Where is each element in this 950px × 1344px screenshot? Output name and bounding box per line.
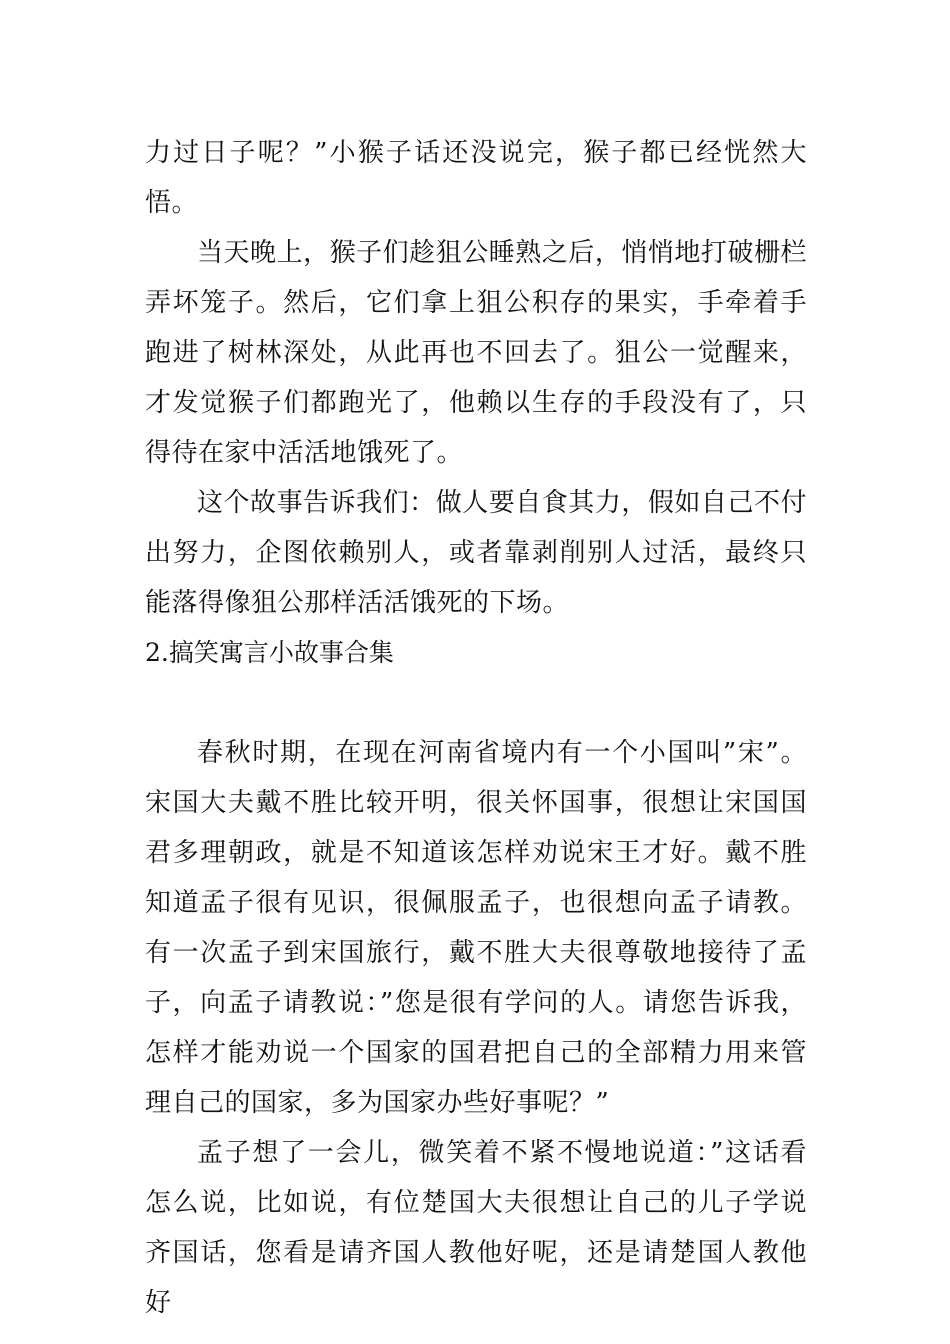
paragraph-continuation: 力过日子呢？”小猴子话还没说完，猴子都已经恍然大悟。 bbox=[145, 138, 807, 218]
blank-line bbox=[145, 678, 807, 728]
paragraph-story-ending: 当天晚上，猴子们趁狙公睡熟之后，悄悄地打破栅栏弄坏笼子。然后，它们拿上狙公积存的果实，手牵着手跑进了树林深处，从此再也不回去了。狙公一觉醒来，才发觉猴子们都跑光了，他赖以生存的手段没有了，只得待在家中活活地饿死了。 bbox=[145, 238, 807, 468]
document-body bbox=[145, 128, 807, 1328]
section-heading: 2.搞笑寓言小故事合集 bbox=[145, 638, 394, 667]
paragraph-moral: 这个故事告诉我们：做人要自食其力，假如自己不付出努力，企图依赖别人，或者靠剥削别人过活，最终只能落得像狙公那样活活饿死的下场。 bbox=[145, 488, 807, 618]
paragraph-song-story: 春秋时期，在现在河南省境内有一个小国叫”宋”。宋国大夫戴不胜比较开明，很关怀国事，很想让宋国国君多理朝政，就是不知道该怎样劝说宋王才好。戴不胜知道孟子很有见识，很佩服孟子，也很想向孟子请教。有一次孟子到宋国旅行，戴不胜大夫很尊敬地接待了孟子，向孟子请教说：”您是很有学问的人。请您告诉我，怎样才能劝说一个国家的国君把自己的全部精力用来管理自己的国家，多为国家办些好事呢？” bbox=[145, 738, 807, 1118]
paragraph-mencius-reply: 孟子想了一会儿，微笑着不紧不慢地说道：”这话看怎么说，比如说，有位楚国大夫很想让自己的儿子学说齐国话，您看是请齐国人教他好呢，还是请楚国人教他好 bbox=[145, 1138, 807, 1318]
